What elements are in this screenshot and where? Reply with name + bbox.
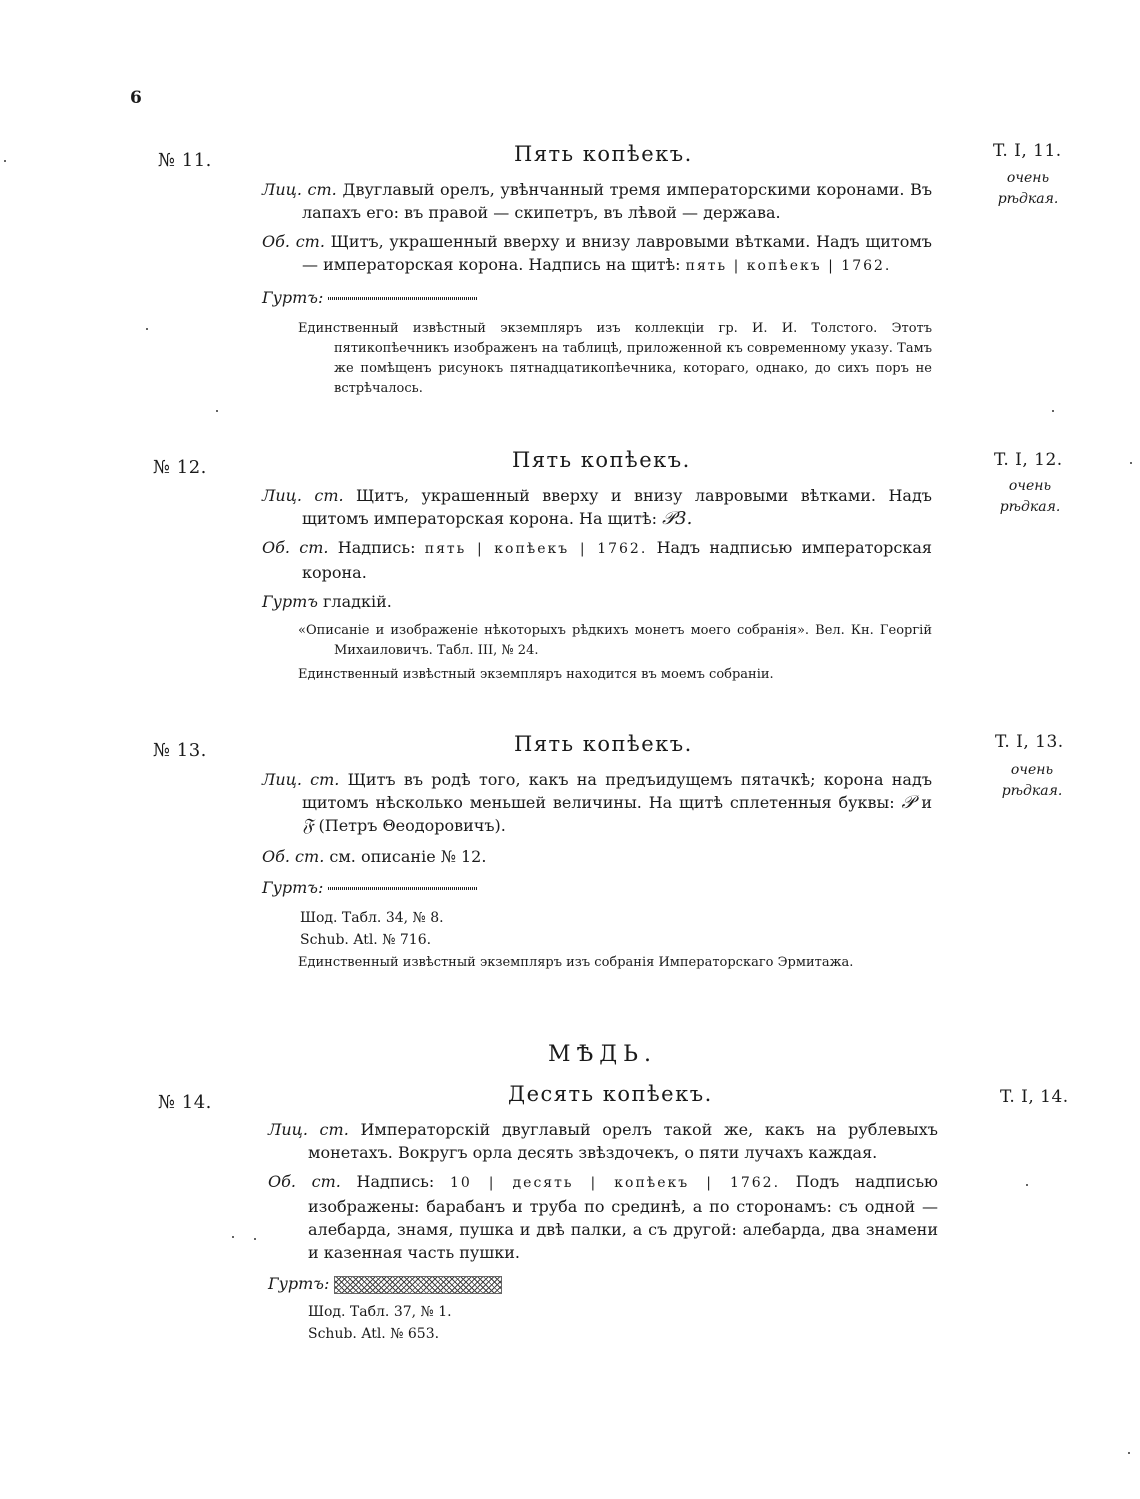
- edge-label: Гуртъ:: [268, 1274, 330, 1293]
- obverse-text: Двуглавый орелъ, увѣнчанный тремя императорскими коронами. Въ лапахъ его: въ правой — скипетръ, въ лѣвой — держава.: [302, 180, 933, 222]
- reverse-paragraph: [262, 536, 932, 584]
- edge-line: [262, 286, 932, 309]
- bibliographic-reference: «Описаніе и изображеніе нѣкоторыхъ рѣдкихъ монетъ моего собранія». Вел. Кн. Георгій Михаиловичъ. Табл. III, № 24.: [298, 623, 932, 658]
- entry-number: № 13.: [153, 740, 207, 761]
- reverse-pre: Надпись:: [337, 538, 416, 557]
- edge-label: Гуртъ:: [262, 288, 324, 307]
- obverse-paragraph: [262, 768, 932, 837]
- entry-number: № 11.: [158, 150, 212, 171]
- scan-speck: [1130, 462, 1132, 464]
- entry-description: [262, 484, 932, 685]
- rarity-line-2: рѣдкая.: [999, 499, 1061, 515]
- monogram-p: 𝒫: [901, 792, 915, 813]
- section-heading: МѢДЬ.: [548, 1042, 657, 1067]
- obverse-text: Щитъ, украшенный вверху и внизу лавровыми вѣтками. Надъ щитомъ императорская корона. На щитѣ:: [302, 486, 932, 528]
- reverse-text: см. описаніе № 12.: [329, 847, 487, 866]
- entry-note: Единственный извѣстный экземпляръ изъ коллекціи гр. И. И. Толстого. Этотъ пятикопѣечникъ изображенъ на таблицѣ, приложенной къ современному указу. Тамъ же помѣщенъ рисунокъ пятнадцатикопѣечника, котораго, однако, до сихъ поръ не встрѣчалось.: [298, 321, 932, 396]
- scan-speck: [1026, 1184, 1028, 1186]
- reverse-paragraph: [262, 230, 932, 278]
- entry-note: Единственный извѣстный экземпляръ находится въ моемъ собраніи.: [298, 667, 774, 682]
- scan-speck: [216, 410, 218, 412]
- reverse-label: Об. ст.: [262, 847, 325, 866]
- reverse-inscription: пять | копѣекъ | 1762.: [424, 541, 648, 557]
- reverse-paragraph: [268, 1170, 938, 1264]
- edge-pattern-wavy: [328, 297, 478, 300]
- reverse-inscription: 10 | десять | копѣекъ | 1762.: [449, 1175, 781, 1191]
- rarity-line-2: рѣдкая.: [997, 191, 1059, 207]
- edge-pattern-wavy: [328, 887, 478, 890]
- scan-speck: [1052, 410, 1054, 412]
- obverse-and: и: [921, 793, 933, 812]
- entry-note: Единственный извѣстный экземпляръ изъ собранія Императорскаго Эрмитажа.: [298, 955, 854, 970]
- rarity-line-1: очень: [1008, 478, 1052, 494]
- obverse-tail: (Петръ Θеодоровичъ).: [318, 816, 506, 835]
- reverse-label: Об. ст.: [262, 232, 325, 251]
- plate-reference: T. I, 13.: [995, 732, 1064, 752]
- obverse-paragraph: [262, 484, 932, 530]
- edge-line: [262, 876, 932, 899]
- catalog-reference: Шод. Табл. 34, № 8.: [300, 910, 444, 926]
- entry-number: № 12.: [153, 457, 207, 478]
- entry-title: Пять копѣекъ.: [514, 732, 693, 756]
- reverse-label: Об. ст.: [262, 538, 329, 557]
- obverse-paragraph: [262, 178, 932, 224]
- entry-description: [262, 768, 932, 973]
- rarity-line-1: очень: [1006, 170, 1050, 186]
- scan-speck: [232, 1236, 234, 1238]
- entry-description: [262, 178, 932, 399]
- scan-speck: [1128, 1452, 1130, 1454]
- monogram: 𝒫3.: [662, 508, 693, 529]
- obverse-label: Лиц. ст.: [268, 1120, 349, 1139]
- scan-speck: [254, 1238, 256, 1240]
- plate-reference: T. I, 14.: [1000, 1087, 1069, 1107]
- entry-description: [268, 1118, 938, 1345]
- reverse-post: Подъ надписью изображены: барабанъ и труба по срединѣ, а по сторонамъ: съ одной — алебарда, знамя, пушка и двѣ палки, а съ другой: алебарда, два знамени и казенная часть пушки.: [308, 1172, 938, 1262]
- catalog-reference: Schub. Atl. № 716.: [300, 932, 432, 948]
- reverse-text: Щитъ, украшенный вверху и внизу лавровыми вѣтками. Надъ щитомъ — императорская корона. Надпись на щитѣ:: [302, 232, 932, 274]
- scan-speck: [146, 328, 148, 330]
- edge-line: [268, 1272, 938, 1295]
- rarity-note: [987, 760, 1077, 802]
- entry-title: Пять копѣекъ.: [514, 142, 693, 166]
- obverse-text: Императорскій двуглавый орелъ такой же, какъ на рублевыхъ монетахъ. Вокругъ орла десять звѣздочекъ, о пяти лучахъ каждая.: [308, 1120, 938, 1162]
- obverse-label: Лиц. ст.: [262, 486, 344, 505]
- edge-pattern-hatched: [334, 1276, 502, 1294]
- rarity-note: [983, 168, 1073, 210]
- edge-label: Гуртъ: [262, 592, 318, 611]
- reverse-pre: Надпись:: [356, 1172, 435, 1191]
- monogram-f: 𝔉: [302, 815, 314, 836]
- obverse-paragraph: [268, 1118, 938, 1164]
- entry-title: Пять копѣекъ.: [512, 448, 691, 472]
- reverse-post: Надъ надписью императорская корона.: [302, 538, 932, 582]
- entry-number: № 14.: [158, 1092, 212, 1113]
- reverse-label: Об. ст.: [268, 1172, 341, 1191]
- rarity-line-2: рѣдкая.: [1001, 783, 1063, 799]
- reverse-inscription: пять | копѣекъ | 1762.: [685, 258, 892, 274]
- page-number: 6: [130, 88, 142, 108]
- reverse-paragraph: [262, 845, 932, 868]
- plate-reference: T. I, 12.: [994, 450, 1063, 470]
- obverse-label: Лиц. ст.: [262, 180, 337, 199]
- rarity-note: [985, 476, 1075, 518]
- catalog-reference: Schub. Atl. № 653.: [308, 1326, 440, 1342]
- scan-speck: [4, 160, 6, 162]
- obverse-label: Лиц. ст.: [262, 770, 340, 789]
- rarity-line-1: очень: [1010, 762, 1054, 778]
- edge-label: Гуртъ:: [262, 878, 324, 897]
- plate-reference: T. I, 11.: [993, 141, 1062, 161]
- catalog-reference: Шод. Табл. 37, № 1.: [308, 1304, 452, 1320]
- obverse-text: Щитъ въ родѣ того, какъ на предъидущемъ пятачкѣ; корона надъ щитомъ нѣсколько меньшей величины. На щитѣ сплетенныя буквы:: [302, 770, 933, 812]
- edge-line: [262, 590, 932, 613]
- edge-text: гладкій.: [323, 592, 392, 611]
- entry-title: Десять копѣекъ.: [508, 1082, 713, 1106]
